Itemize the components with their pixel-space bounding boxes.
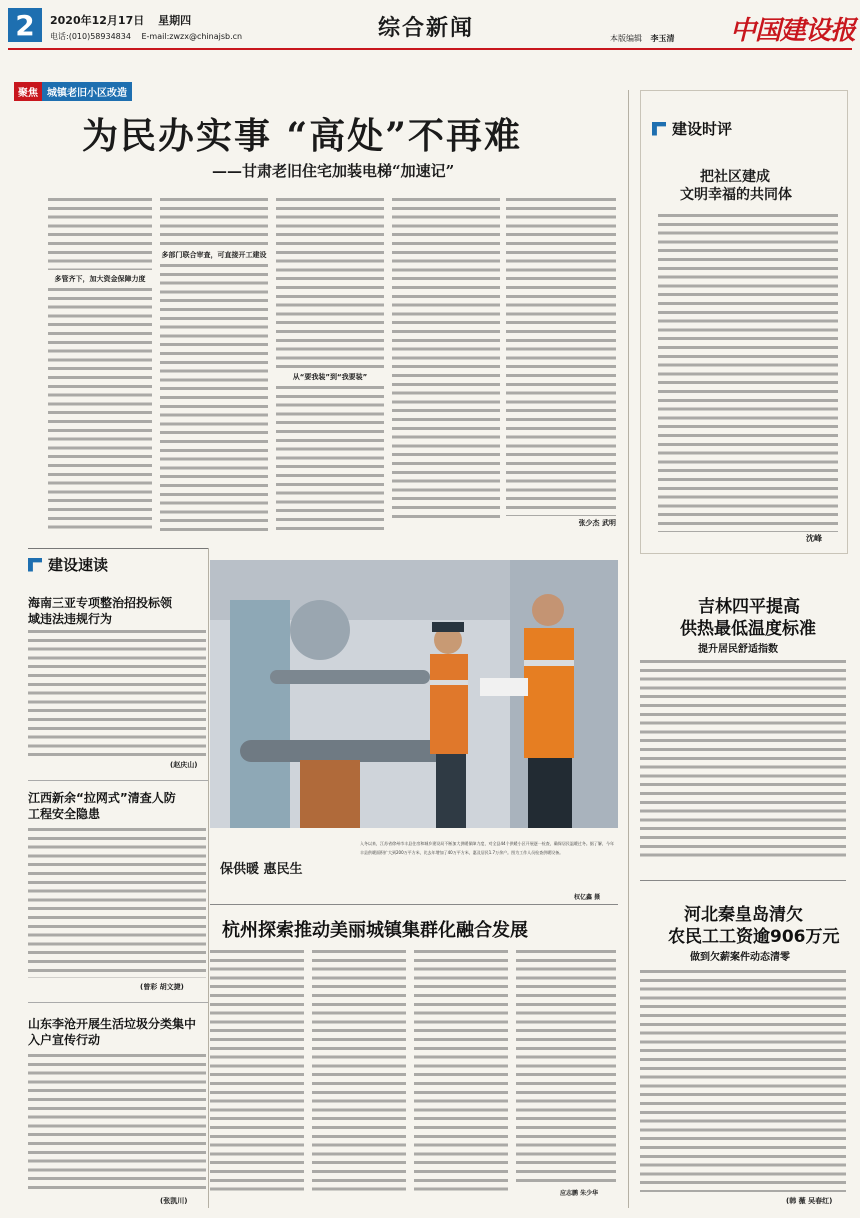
hangzhou-byline: 应志鹏 朱少华 [560,1190,599,1197]
lead-col-2 [160,198,268,534]
section-marker-icon [652,122,666,136]
page-number-box [8,8,42,42]
column-separator-left [208,548,209,1208]
page-number: 2 [15,8,35,42]
issue-weekday: 星期四 [158,14,192,27]
brief-divider-1 [28,780,208,781]
photo-caption: 入冬以来，江苏省徐州市丰县住房和城乡建设局不断加大供暖保障力度，对全县44个供暖小区开展逐一检查，确保居民温暖过冬。据了解，今年丰县供暖面积扩大到200万平方米，比去年增加了40万平方米，惠及居民1.7万余户。图为工作人员检查供暖设备。 [360,841,614,855]
lead-subhead-2: 多部门联合审查，可直接开工建设 [161,251,267,259]
column-separator-right [628,90,629,1208]
phone: 电话:(010)58934834 [50,32,131,41]
section-name: 综合新闻 [378,16,475,41]
jilin-title-1: 吉林四平提高 [698,597,800,617]
brief-2-title: 江西新余“拉网式”清查人防工程安全隐患 [28,791,176,821]
hangzhou-col-4 [516,950,616,1186]
lead-byline: 张少杰 武明 [578,519,616,527]
hebei-top-rule [640,880,846,881]
issue-date: 2020年12月17日 [50,14,145,27]
hangzhou-col-3 [414,950,508,1196]
brief-divider-2 [28,1002,208,1003]
jilin-subtitle: 提升居民舒适指数 [698,644,778,655]
tag-focus: 聚焦 [14,82,42,101]
commentary-author: 沈峰 [806,534,822,543]
brief-3-title: 山东李沧开展生活垃圾分类集中入户宣传行动 [28,1017,197,1047]
hebei-subtitle: 做到欠薪案件动态清零 [690,952,790,963]
masthead-contact-row [50,31,242,42]
photo-credit: 权亿鑫 摄 [574,894,601,901]
brief-3-byline: (张凯川) [160,1197,188,1205]
tag-topic: 城镇老旧小区改造 [42,82,132,101]
brief-1-body [28,630,206,758]
hebei-byline: (韩 薇 吴春红) [786,1197,833,1205]
jilin-title-2: 供热最低温度标准 [680,619,816,639]
photo-label: 保供暖 惠民生 [220,862,303,877]
masthead-rule [8,48,852,50]
masthead-date-row [50,12,191,28]
lead-headline: 为民办实事 “高处”不再难 [82,115,522,157]
brief-2-byline: (曾彩 胡文捷) [140,983,184,991]
commentary-body [658,214,838,532]
briefs-top-rule [28,548,208,549]
lead-col-1 [48,198,152,534]
hangzhou-title: 杭州探索推动美丽城镇集群化融合发展 [222,920,528,941]
hangzhou-col-2 [312,950,406,1196]
editor-line [610,33,675,44]
lead-col-3 [276,198,384,534]
photo-illustration [210,560,618,828]
lead-subheadline: ——甘肃老旧住宅加装电梯“加速记” [212,162,455,180]
lead-col-5 [506,198,616,534]
hangzhou-top-rule [210,904,618,905]
brief-1-byline: (赵庆山) [170,761,198,769]
commentary-title-1: 把社区建成 [700,169,770,185]
editor-label: 本版编辑 [610,34,642,43]
section-marker-icon [28,558,42,572]
hebei-title-1: 河北秦皇岛清欠 [684,905,803,925]
brief-2-body [28,828,206,978]
commentary-title-2: 文明幸福的共同体 [680,187,792,203]
hebei-title-2: 农民工工资逾906万元 [668,927,840,947]
email: E-mail:zwzx@chinajsb.cn [141,32,243,41]
briefs-section-title: 建设速读 [28,554,108,575]
lead-tag [14,82,132,101]
lead-col-4 [392,198,500,534]
paper-logo: 中国建设报 [730,16,856,46]
commentary-section-title: 建设时评 [652,118,732,139]
hebei-body [640,970,846,1192]
lead-subhead-3: 从“要我装”到“我要装” [292,373,368,381]
brief-3-body [28,1054,206,1194]
hangzhou-col-1 [210,950,304,1196]
news-photo [210,560,618,828]
editor-name: 李玉清 [650,34,675,43]
lead-subhead-1: 多管齐下，加大资金保障力度 [54,275,146,283]
brief-1-title: 海南三亚专项整治招投标领域违法违规行为 [28,596,173,626]
jilin-body [640,660,846,860]
